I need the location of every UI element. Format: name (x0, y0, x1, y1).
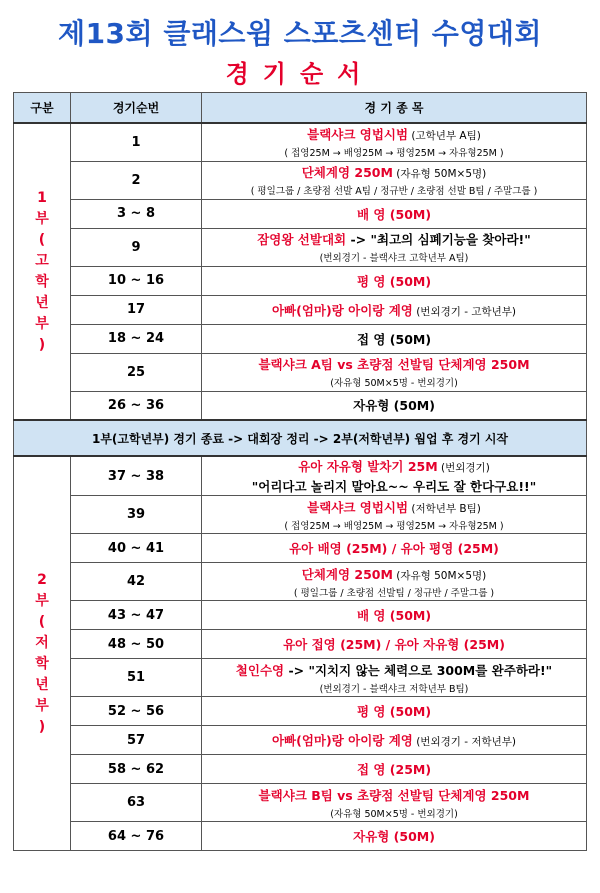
category-char: 부 (35, 210, 49, 227)
event-number: 3 ~ 8 (71, 199, 202, 228)
table-row (14, 266, 587, 295)
event-number: 2 (71, 161, 202, 199)
event-number: 25 (71, 353, 202, 391)
event-number: 26 ~ 36 (71, 391, 202, 420)
category-char: ( (38, 613, 46, 630)
part1-label (14, 123, 71, 420)
table-row (14, 456, 587, 496)
event-note: (번외경기) (437, 462, 490, 474)
category-char: 저 (35, 634, 49, 651)
intermission-row (14, 420, 587, 456)
event-cell (202, 353, 587, 391)
table-row (14, 534, 587, 563)
schedule-table (13, 92, 587, 851)
event-cell (202, 228, 587, 266)
header-order: 경기순번 (71, 93, 202, 124)
event-note: (자유형 50M×5명) (392, 569, 487, 582)
event-number: 40 ~ 41 (71, 534, 202, 563)
table-row (14, 697, 587, 726)
event-slogan: -> "지치지 않는 체력으로 300M를 완주하라!" (284, 662, 553, 678)
header-event: 경 기 종 목 (202, 93, 587, 124)
event-number: 63 (71, 784, 202, 822)
table-row (14, 353, 587, 391)
category-char: ) (38, 718, 46, 735)
event-title: 블랙샤크 영법시범 (307, 499, 409, 515)
event-title: 잠영왕 선발대회 (257, 232, 347, 247)
event-number: 64 ~ 76 (71, 822, 202, 851)
event-number: 1 (71, 123, 202, 161)
table-row (14, 161, 587, 199)
event-cell (202, 726, 587, 755)
category-char: ( (38, 231, 46, 248)
event-cell (202, 266, 587, 295)
event-detail: ( 평일그룹 / 초량점 선발팀 / 정규반 / 주말그룹 ) (293, 587, 495, 599)
event-number: 9 (71, 228, 202, 266)
event-title: 아빠(엄마)랑 아이랑 계영 (271, 733, 413, 748)
event-title: 유아 자유형 발차기 25M (298, 459, 438, 474)
category-char: 부 (35, 315, 49, 332)
header-category: 구분 (14, 93, 71, 124)
event-cell (202, 755, 587, 784)
event-number: 52 ~ 56 (71, 697, 202, 726)
table-row (14, 324, 587, 353)
event-number: 48 ~ 50 (71, 630, 202, 659)
event-number: 10 ~ 16 (71, 266, 202, 295)
event-title: 유아 접영 (25M) / 유아 자유형 (25M) (283, 637, 505, 652)
category-char: 부 (35, 592, 49, 609)
event-title: 접 영 (50M) (356, 331, 432, 347)
part2-label (14, 456, 71, 851)
table-row (14, 601, 587, 630)
event-title: 철인수영 (235, 662, 285, 678)
category-char: 년 (35, 294, 49, 311)
category-char: 학 (35, 273, 49, 290)
event-title: 배 영 (50M) (356, 608, 432, 623)
table-row (14, 391, 587, 420)
event-title: 평 영 (50M) (356, 704, 432, 719)
event-title: 유아 배영 (25M) / 유아 평영 (25M) (289, 541, 499, 556)
event-title: 단체계영 250M (301, 566, 393, 582)
event-number: 51 (71, 659, 202, 697)
event-cell (202, 822, 587, 851)
event-title: 블랙샤크 영법시범 (307, 127, 409, 143)
event-number: 57 (71, 726, 202, 755)
page-title: 제13회 클래스윔 스포츠센터 수영대회 (58, 17, 542, 50)
event-cell (202, 324, 587, 353)
event-title: 자유형 (50M) (353, 829, 435, 844)
table-header-row (14, 93, 587, 124)
event-note: (자유형 50M×5명) (392, 168, 487, 180)
event-cell (202, 563, 587, 601)
event-number: 58 ~ 62 (71, 755, 202, 784)
event-title: 단체계영 250M (301, 165, 393, 180)
event-detail: (번외경기 - 블랙샤크 저학년부 B팀) (319, 683, 469, 695)
category-char: ) (38, 336, 46, 353)
event-number: 17 (71, 295, 202, 324)
event-number: 42 (71, 563, 202, 601)
event-number: 37 ~ 38 (71, 456, 202, 496)
event-number: 43 ~ 47 (71, 601, 202, 630)
event-cell (202, 784, 587, 822)
event-slogan: "어리다고 놀리지 말아요~~ 우리도 잘 한다구요!!" (251, 479, 537, 494)
event-title: 배 영 (50M) (356, 206, 432, 222)
event-title: 평 영 (50M) (356, 273, 432, 289)
category-char: 2 (37, 571, 47, 588)
event-title: 자유형 (50M) (353, 398, 435, 414)
event-detail: (번외경기 - 블랙샤크 고학년부 A팀) (319, 253, 469, 264)
table-row (14, 496, 587, 534)
category-char: 년 (35, 676, 49, 693)
table-row (14, 822, 587, 851)
event-detail: ( 접영25M → 배영25M → 평영25M → 자유형25M ) (284, 520, 504, 532)
event-note: (저학년부 B팀) (408, 502, 481, 515)
page-subtitle: 경기순서 (225, 60, 375, 88)
table-row (14, 659, 587, 697)
event-note: (번외경기 - 저학년부) (412, 736, 517, 748)
table-row (14, 563, 587, 601)
event-detail: ( 평일그룹 / 초량점 선발 A팀 / 정규반 / 초량점 선발 B팀 / 주말그룹 ) (250, 186, 538, 197)
event-note: (번외경기 - 고학년부) (412, 305, 517, 318)
event-note: (고학년부 A팀) (408, 130, 481, 143)
event-title: 블랙샤크 B팀 vs 초량점 선발팀 단체계영 250M (258, 787, 530, 803)
event-cell (202, 496, 587, 534)
event-cell (202, 456, 587, 496)
event-cell (202, 630, 587, 659)
category-char: 1 (37, 189, 47, 206)
category-char: 부 (35, 697, 49, 714)
event-title: 블랙샤크 A팀 vs 초량점 선발팀 단체계영 250M (258, 357, 530, 372)
event-cell (202, 199, 587, 228)
event-detail: (자유형 50M×5명 - 번외경기) (330, 808, 458, 820)
intermission-text: 1부(고학년부) 경기 종료 -> 대회장 정리 -> 2부(저학년부) 웜업 후 경기 시작 (14, 420, 587, 456)
event-cell (202, 697, 587, 726)
event-slogan: -> "최고의 심폐기능을 찾아라!" (346, 232, 531, 247)
event-detail: ( 접영25M → 배영25M → 평영25M → 자유형25M ) (284, 148, 504, 160)
event-cell (202, 391, 587, 420)
table-row (14, 199, 587, 228)
event-title: 접 영 (25M) (356, 762, 432, 777)
event-number: 18 ~ 24 (71, 324, 202, 353)
category-char: 학 (35, 655, 49, 672)
event-cell (202, 123, 587, 161)
event-cell (202, 659, 587, 697)
category-char: 고 (35, 252, 49, 269)
event-number: 39 (71, 496, 202, 534)
table-row (14, 784, 587, 822)
table-row (14, 726, 587, 755)
table-row (14, 755, 587, 784)
event-cell (202, 295, 587, 324)
table-row (14, 630, 587, 659)
event-cell (202, 161, 587, 199)
table-row (14, 295, 587, 324)
event-title: 아빠(엄마)랑 아이랑 계영 (271, 302, 413, 318)
table-row (14, 123, 587, 161)
event-cell (202, 601, 587, 630)
event-cell (202, 534, 587, 563)
event-detail: (자유형 50M×5명 - 번외경기) (330, 378, 458, 389)
table-row (14, 228, 587, 266)
